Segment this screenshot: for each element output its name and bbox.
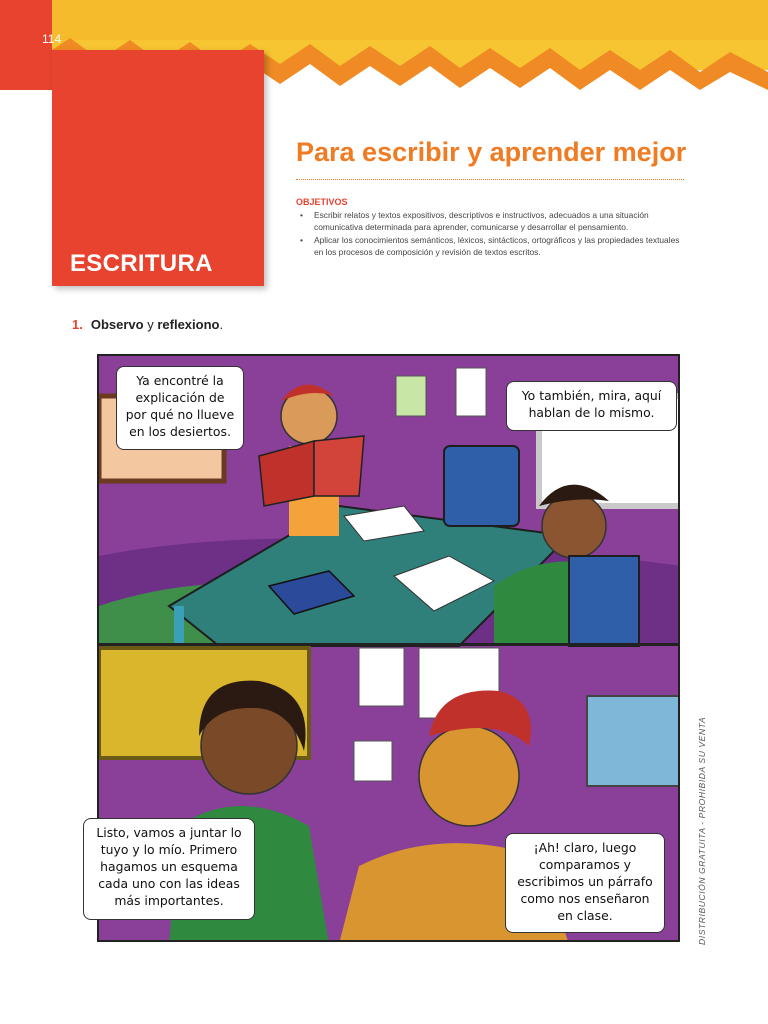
speech-bubble: Listo, vamos a juntar lo tuyo y lo mío. Primero hagamos un esquema cada uno con las ideas más importantes.: [83, 818, 255, 920]
speech-bubble: Ya encontré la explicación de por qué no llueve en los desiertos.: [116, 366, 244, 450]
activity-number: 1.: [72, 317, 83, 332]
activity-connector: y: [147, 317, 154, 332]
speech-bubble: Yo también, mira, aquí hablan de lo mismo.: [506, 381, 677, 431]
objective-item: • Escribir relatos y textos expositivos, descriptivos e instructivos, adecuados a una situación comunicativa determinada para aprender, comunicarse y desarrollar el pensamiento.: [298, 209, 684, 234]
activity-period: .: [219, 317, 224, 332]
objective-item: • Aplicar los conocimientos semánticos, léxicos, sintácticos, ortográficos y las propiedades textuales en los procesos de composición y revisión de textos escritos.: [298, 234, 684, 259]
objectives-heading: OBJETIVOS: [296, 197, 348, 207]
activity-verb-2: reflexiono: [157, 317, 220, 332]
comic-panel-divider: [97, 643, 680, 646]
section-title: ESCRITURA: [70, 250, 213, 277]
title-divider: [296, 179, 684, 180]
activity-instruction: [72, 317, 223, 332]
objectives-list: [298, 209, 684, 259]
distribution-note: DISTRIBUCIÓN GRATUITA - PROHIBIDA SU VENTA: [697, 716, 707, 945]
activity-verb-1: Observo: [90, 317, 144, 332]
page-number: 114: [42, 32, 62, 46]
speech-bubble: ¡Ah! claro, luego comparamos y escribimos un párrafo como nos enseñaron en clase.: [505, 833, 665, 933]
page-title: Para escribir y aprender mejor: [296, 137, 687, 167]
